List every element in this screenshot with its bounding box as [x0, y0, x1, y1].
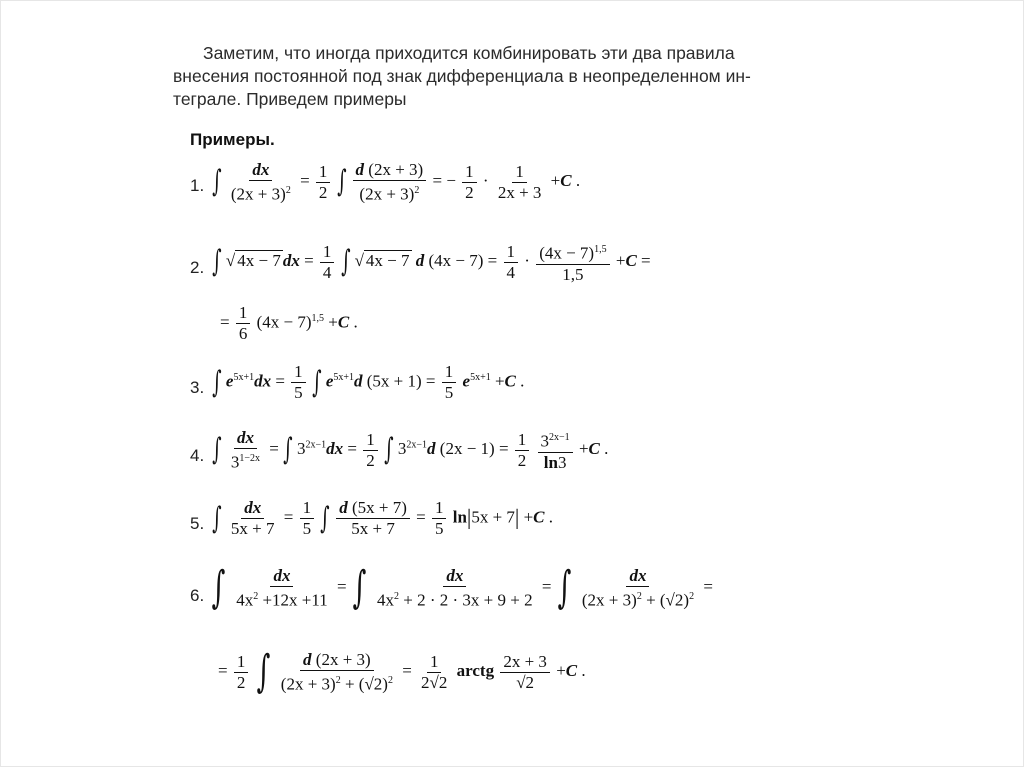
fraction: $\frac{dx}{4x^2 + 2 \cdot 2 \cdot 3x + 9 + 2}$	[377, 566, 533, 610]
integral-sign: ∫	[320, 500, 330, 536]
example-number-5: 5.	[190, 514, 205, 533]
fraction: $\frac{d (2x + 3)}{(2x + 3)^2 + (√2)^2}$	[280, 650, 393, 694]
intro-line-1: Заметим, что иногда приходится комбинировать эти два правила	[203, 43, 735, 63]
integral-sign: ∫	[212, 164, 222, 200]
fraction: $\frac{1}{4}$	[504, 242, 519, 283]
examples-heading: Примеры.	[190, 130, 275, 149]
fraction: $\frac{d (2x + 3)}{(2x + 3)^2}$	[353, 160, 427, 205]
integral-sign: ∫	[212, 364, 222, 400]
example-6-continuation: = $\frac{1}{2}$ ∫ $\frac{d (2x + 3)}{(2x + 3)^2 + (√2)^2}$ = $\frac{1}{2√2}$ arctg $\frac{2x + 3}{√2}$ +C .	[218, 646, 586, 698]
integral-sign: ∫	[211, 562, 226, 614]
example-2-formula: ∫ √ 4x − 7 dx = $\frac{1}{4}$ ∫ √ 4x − 7 d (4x − 7) = $\frac{1}{4}$ · $\frac{(4x - 7)^{1,5}}{1,5}$ +C =	[212, 241, 651, 284]
fraction: $\frac{1}{2}$	[316, 162, 331, 203]
example-number-2: 2.	[190, 258, 205, 277]
intro-paragraph	[173, 42, 849, 111]
fraction: $\frac{dx}{3^{1-2x}}$	[230, 428, 261, 472]
example-2-continuation: = $\frac{1}{6}$ $(4x - 7)^{1,5} +C$ .	[220, 303, 358, 343]
fraction: $\frac{1}{2}$	[462, 162, 477, 203]
fraction: $\frac{1}{2x + 3}$	[497, 161, 542, 202]
fraction: $\frac{1}{4}$	[320, 242, 335, 283]
fraction: $\frac{2x + 3}{√2}$	[500, 652, 550, 693]
example-number-4: 4.	[190, 446, 205, 465]
fraction: $\frac{1}{5}$	[291, 362, 306, 403]
integral-sign: ∫	[256, 646, 270, 698]
integral-sign: ∫	[212, 244, 222, 280]
fraction: $\frac{1}{2√2}$	[421, 651, 448, 692]
integral-sign: ∫	[340, 244, 351, 280]
fraction: $\frac{dx}{4x^2 +12x +11}$	[236, 566, 328, 610]
example-1-formula: ∫ $\frac{dx}{(2x + 3)^2}$ = $\frac{1}{2}$ ∫ $\frac{d (2x + 3)}{(2x + 3)^2}$ = − $\frac{1}{2}$ · $\frac{1}{2x + 3}$ +C .	[212, 160, 581, 204]
fraction: $\frac{dx}{(2x + 3)^2}$	[230, 160, 291, 204]
integral-sign: ∫	[312, 364, 322, 400]
fraction: $\frac{1}{5}$	[432, 498, 447, 539]
fraction: $\frac{1}{2}$	[515, 430, 530, 471]
fraction: $\frac{(4x - 7)^{1,5}}{1,5}$	[536, 240, 609, 285]
fraction: $\frac{1}{2}$	[234, 652, 249, 693]
integral-sign: ∫	[212, 432, 222, 468]
intro-line-3: теграле. Приведем примеры	[173, 89, 407, 109]
integral-sign: ∫	[336, 164, 347, 200]
integral-sign: ∫	[384, 432, 394, 468]
example-number-3: 3.	[190, 378, 205, 397]
example-number-1: 1.	[190, 176, 205, 195]
integral-sign: ∫	[557, 562, 572, 614]
example-6-formula: ∫ $\frac{dx}{4x^2 +12x +11}$ = ∫ $\frac{dx}{4x^2 + 2 \cdot 2 \cdot 3x + 9 + 2}$ = ∫ $\frac{dx}{(2x + 3)^2 + (√2)^2}$ =	[211, 562, 713, 614]
fraction: $\frac{dx}{(2x + 3)^2 + (√2)^2}$	[581, 566, 695, 610]
example-5-formula: ∫ $\frac{dx}{5x + 7}$ = $\frac{1}{5}$ ∫ $\frac{d (5x + 7)}{5x + 7}$ = $\frac{1}{5}$ ln|5x + 7| +C .	[212, 498, 554, 538]
fraction: $\frac{1}{6}$	[236, 303, 251, 344]
integral-sign: ∫	[283, 432, 293, 468]
fraction: $\frac{1}{5}$	[442, 362, 457, 403]
example-number-6: 6.	[190, 586, 205, 605]
integral-sign: ∫	[352, 562, 367, 614]
integral-sign: ∫	[212, 500, 222, 536]
fraction: $\frac{d (5x + 7)}{5x + 7}$	[336, 498, 410, 539]
example-4-formula: ∫ $\frac{dx}{3^{1-2x}}$ = ∫ $3^{2x-1}dx$ = $\frac{1}{2}$ ∫ $3^{2x-1}d$ (2x − 1) = $\frac{1}{2}$ $\frac{3^{2x-1}}{\ln 3}$ +C .	[212, 428, 609, 472]
example-3-formula: ∫ $e^{5x+1}dx$ = $\frac{1}{5}$ ∫ $e^{5x+1}d$ (5x + 1) = $\frac{1}{5}$ $e^{5x+1} +C$ .	[212, 362, 525, 402]
intro-line-2: внесения постоянной под знак дифференциала в неопределенном ин-	[173, 66, 751, 86]
fraction: $\frac{dx}{5x + 7}$	[230, 498, 275, 538]
fraction: $\frac{3^{2x-1}}{\ln 3}$	[538, 428, 573, 473]
fraction: $\frac{1}{5}$	[300, 498, 315, 539]
fraction: $\frac{1}{2}$	[363, 430, 378, 471]
